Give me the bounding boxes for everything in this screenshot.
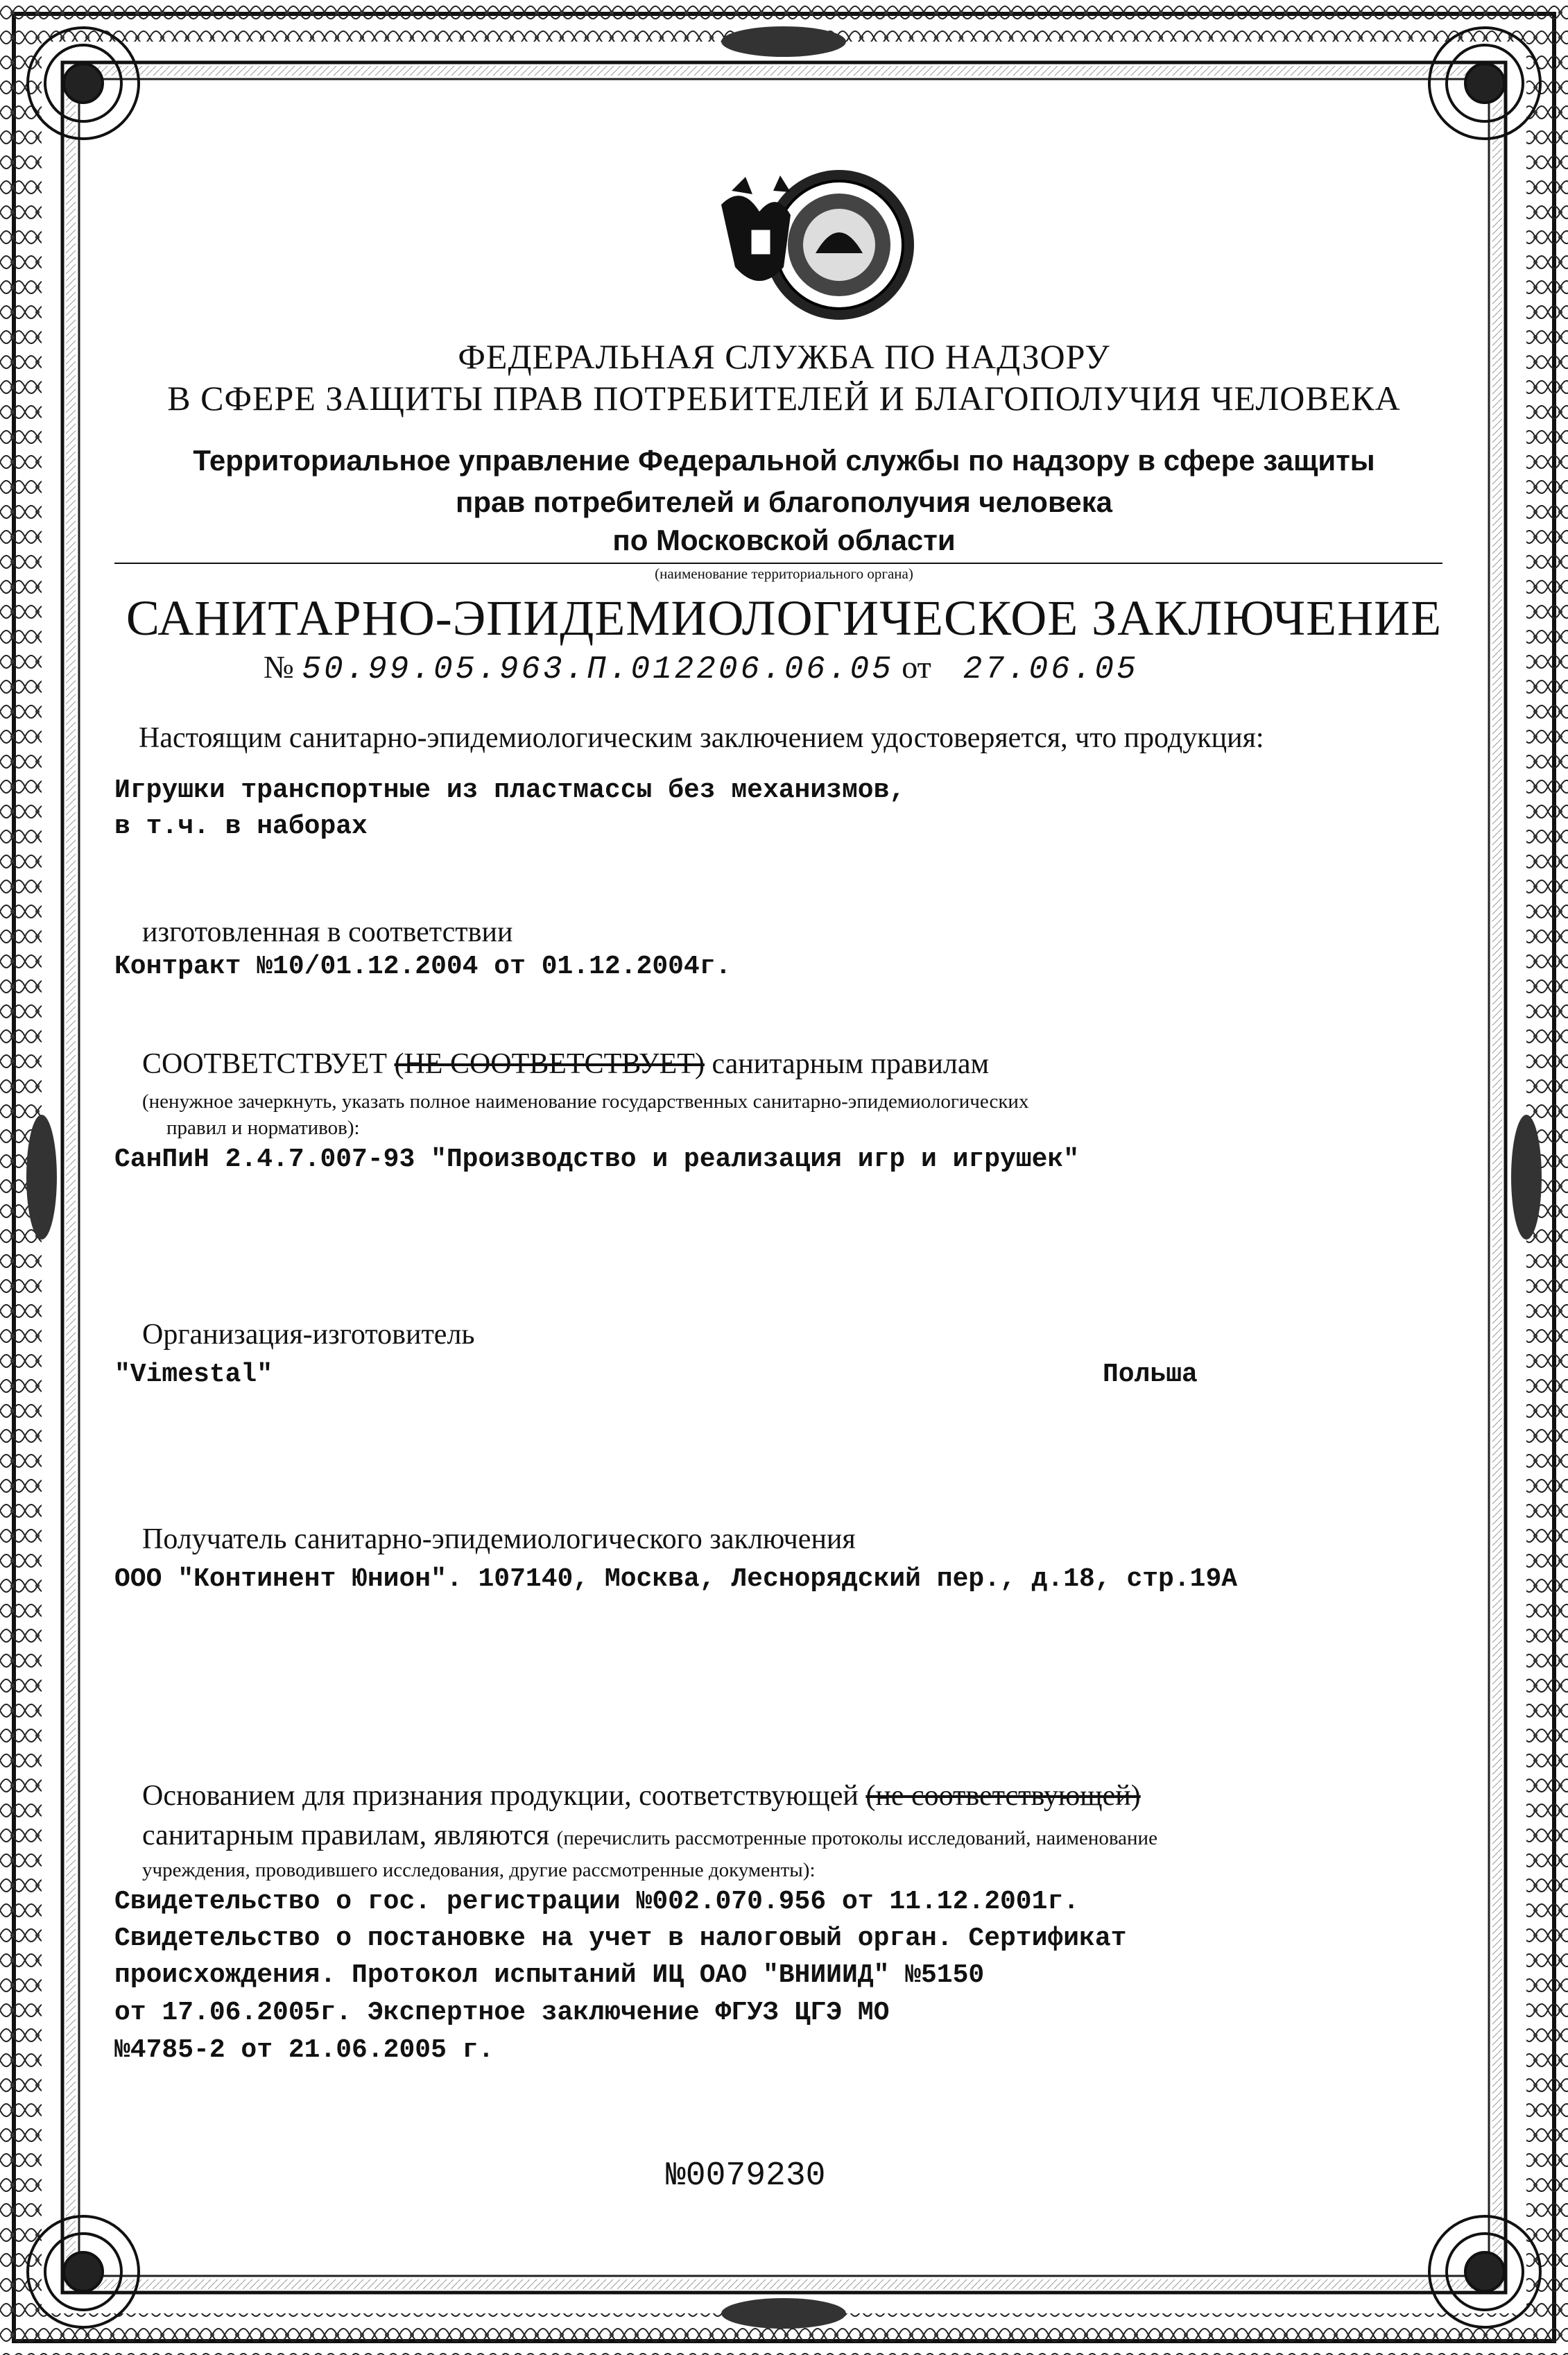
basis-label-part1: Основанием для признания продукции, соответствующей xyxy=(142,1780,859,1812)
territorial-line2: прав потребителей и благополучия человека xyxy=(456,486,1112,518)
basis-label-part2: санитарным правилам, являются xyxy=(142,1819,550,1851)
basis-document-line: №4785-2 от 21.06.2005 г. xyxy=(114,2035,494,2065)
basis-document-line: Свидетельство о гос. регистрации №002.070.956 от 11.12.2001г. xyxy=(114,1887,1080,1917)
compliance-note-line2: правил и нормативов): xyxy=(166,1117,360,1139)
complies-label: СООТВЕТСТВУЕТ xyxy=(142,1048,387,1080)
territorial-caption: (наименование территориального органа) xyxy=(655,565,913,582)
manufactured-label: изготовленная в соответствии xyxy=(142,916,513,948)
eagle-emblem-icon xyxy=(693,163,922,329)
product-line1: Игрушки транспортные из пластмассы без механизмов, xyxy=(114,776,906,805)
basis-document-line: Свидетельство о постановке на учет в налоговый орган. Сертификат xyxy=(114,1924,1127,1953)
date-prefix: от xyxy=(902,649,931,685)
document-number: 50.99.05.963.П.012206.06.05 xyxy=(302,651,894,687)
recipient-value: ООО "Континент Юнион". 107140, Москва, Леснорядский пер., д.18, стр.19А xyxy=(114,1564,1238,1594)
basis-label-line1 xyxy=(142,1779,1141,1813)
territorial-line3: по Московской области xyxy=(612,524,956,556)
compliance-rest: санитарным правилам xyxy=(712,1048,990,1080)
number-prefix: № xyxy=(264,649,294,685)
recipient-label: Получатель санитарно-эпидемиологического заключения xyxy=(142,1523,856,1555)
manufacturer-name: "Vimestal" xyxy=(114,1360,273,1389)
document-number-line xyxy=(264,649,1139,687)
compliance-note-line1: (ненужное зачеркнуть, указать полное наименование государственных санитарно-эпидемиологических xyxy=(142,1090,1029,1113)
not-complies-label: (НЕ СООТВЕТСТВУЕТ) xyxy=(394,1048,705,1080)
manufacturer-country: Польша xyxy=(1103,1360,1198,1389)
document-date: 27.06.05 xyxy=(963,651,1139,687)
territorial-line1: Территориальное управление Федеральной службы по надзору в сфере защиты xyxy=(193,444,1375,477)
basis-document-line: происхождения. Протокол испытаний ИЦ ОАО "ВНИИИД" №5150 xyxy=(114,1960,985,1990)
basis-note-inline: (перечислить рассмотренные протоколы исследований, наименование xyxy=(556,1827,1157,1849)
document-title: САНИТАРНО-ЭПИДЕМИОЛОГИЧЕСКОЕ ЗАКЛЮЧЕНИЕ xyxy=(126,590,1442,646)
basis-label-strike: (не соответствующей) xyxy=(865,1780,1141,1812)
manufacturer-label: Организация-изготовитель xyxy=(142,1319,475,1351)
compliance-statement xyxy=(142,1047,989,1081)
form-serial-number: №0079230 xyxy=(666,2157,826,2195)
product-intro: Настоящим санитарно-эпидемиологическим заключением удостоверяется, что продукция: xyxy=(139,722,1264,754)
basis-note-line2: учреждения, проводившего исследования, другие рассмотренные документы): xyxy=(142,1859,816,1881)
agency-name-line2: В СФЕРЕ ЗАЩИТЫ ПРАВ ПОТРЕБИТЕЛЕЙ И БЛАГОПОЛУЧИЯ ЧЕЛОВЕКА xyxy=(167,379,1401,418)
basis-document-line: от 17.06.2005г. Экспертное заключение ФГУЗ ЦГЭ МО xyxy=(114,1998,890,2028)
manufactured-value: Контракт №10/01.12.2004 от 01.12.2004г. xyxy=(114,952,732,982)
basis-label-line2 xyxy=(142,1819,1157,1852)
product-line2: в т.ч. в наборах xyxy=(114,812,368,841)
agency-name-line1: ФЕДЕРАЛЬНАЯ СЛУЖБА ПО НАДЗОРУ xyxy=(458,337,1110,376)
compliance-value: СанПиН 2.4.7.007-93 "Производство и реализация игр и игрушек" xyxy=(114,1145,1080,1174)
